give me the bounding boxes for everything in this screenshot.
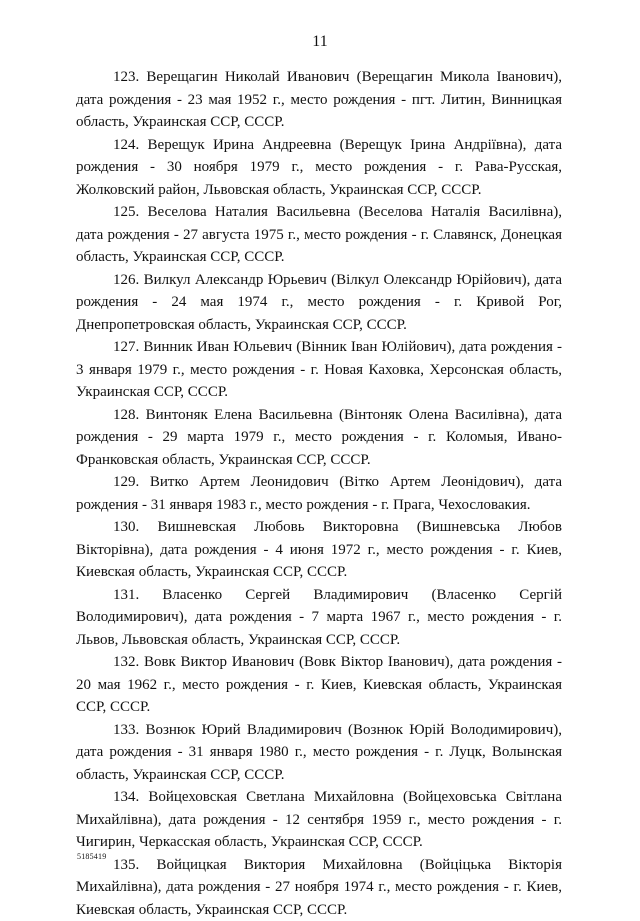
entries-list — [76, 66, 562, 921]
list-item: 130. Вишневская Любовь Викторовна (Вишневська Любов Вікторівна), дата рождения - 4 июня 1972 г., место рождения - г. Киев, Киевская область, Украинская ССР, СССР. — [76, 516, 562, 584]
list-item: 123. Верещагин Николай Иванович (Верещагин Микола Іванович), дата рождения - 23 мая 1952 г., место рождения - пгт. Литин, Винницкая область, Украинская ССР, СССР. — [76, 66, 562, 134]
list-item: 126. Вилкул Александр Юрьевич (Вілкул Олександр Юрійович), дата рождения - 24 мая 1974 г., место рождения - г. Кривой Рог, Днепропетровская область, Украинская ССР, СССР. — [76, 269, 562, 337]
list-item: 129. Витко Артем Леонидович (Вітко Артем Леонідович), дата рождения - 31 января 1983 г., место рождения - г. Прага, Чехословакия. — [76, 471, 562, 516]
list-item: 133. Вознюк Юрий Владимирович (Вознюк Юрій Володимирович), дата рождения - 31 января 1980 г., место рождения - г. Луцк, Волынская область, Украинская ССР, СССР. — [76, 719, 562, 787]
list-item: 128. Винтоняк Елена Васильевна (Вінтоняк Олена Василівна), дата рождения - 29 марта 1979 г., место рождения - г. Коломыя, Ивано-Франковская область, Украинская ССР, СССР. — [76, 404, 562, 472]
list-item: 127. Винник Иван Юльевич (Вінник Іван Юлійович), дата рождения - 3 января 1979 г., место рождения - г. Новая Каховка, Херсонская область, Украинская ССР, СССР. — [76, 336, 562, 404]
list-item: 134. Войцеховская Светлана Михайловна (Войцеховська Світлана Михайлівна), дата рождения - 12 сентября 1959 г., место рождения - г. Чигирин, Черкасская область, Украинская ССР, СССР. — [76, 786, 562, 854]
page-number: 11 — [0, 32, 640, 52]
list-item: 131. Власенко Сергей Владимирович (Власенко Сергій Володимирович), дата рождения - 7 марта 1967 г., место рождения - г. Львов, Львовская область, Украинская ССР, СССР. — [76, 584, 562, 652]
document-code: 5185419 — [77, 852, 106, 862]
list-item: 125. Веселова Наталия Васильевна (Веселова Наталія Василівна), дата рождения - 27 августа 1975 г., место рождения - г. Славянск, Донецкая область, Украинская ССР, СССР. — [76, 201, 562, 269]
list-item: 132. Вовк Виктор Иванович (Вовк Віктор Іванович), дата рождения - 20 мая 1962 г., место рождения - г. Киев, Киевская область, Украинская ССР, СССР. — [76, 651, 562, 719]
list-item: 124. Верещук Ирина Андреевна (Верещук Ірина Андріївна), дата рождения - 30 ноября 1979 г., место рождения - г. Рава-Русская, Жолковский район, Львовская область, Украинская ССР, СССР. — [76, 134, 562, 202]
list-item: 135. Войцицкая Виктория Михайловна (Войціцька Вікторія Михайлівна), дата рождения - 27 ноября 1974 г., место рождения - г. Киев, Киевская область, Украинская ССР, СССР. — [76, 854, 562, 921]
